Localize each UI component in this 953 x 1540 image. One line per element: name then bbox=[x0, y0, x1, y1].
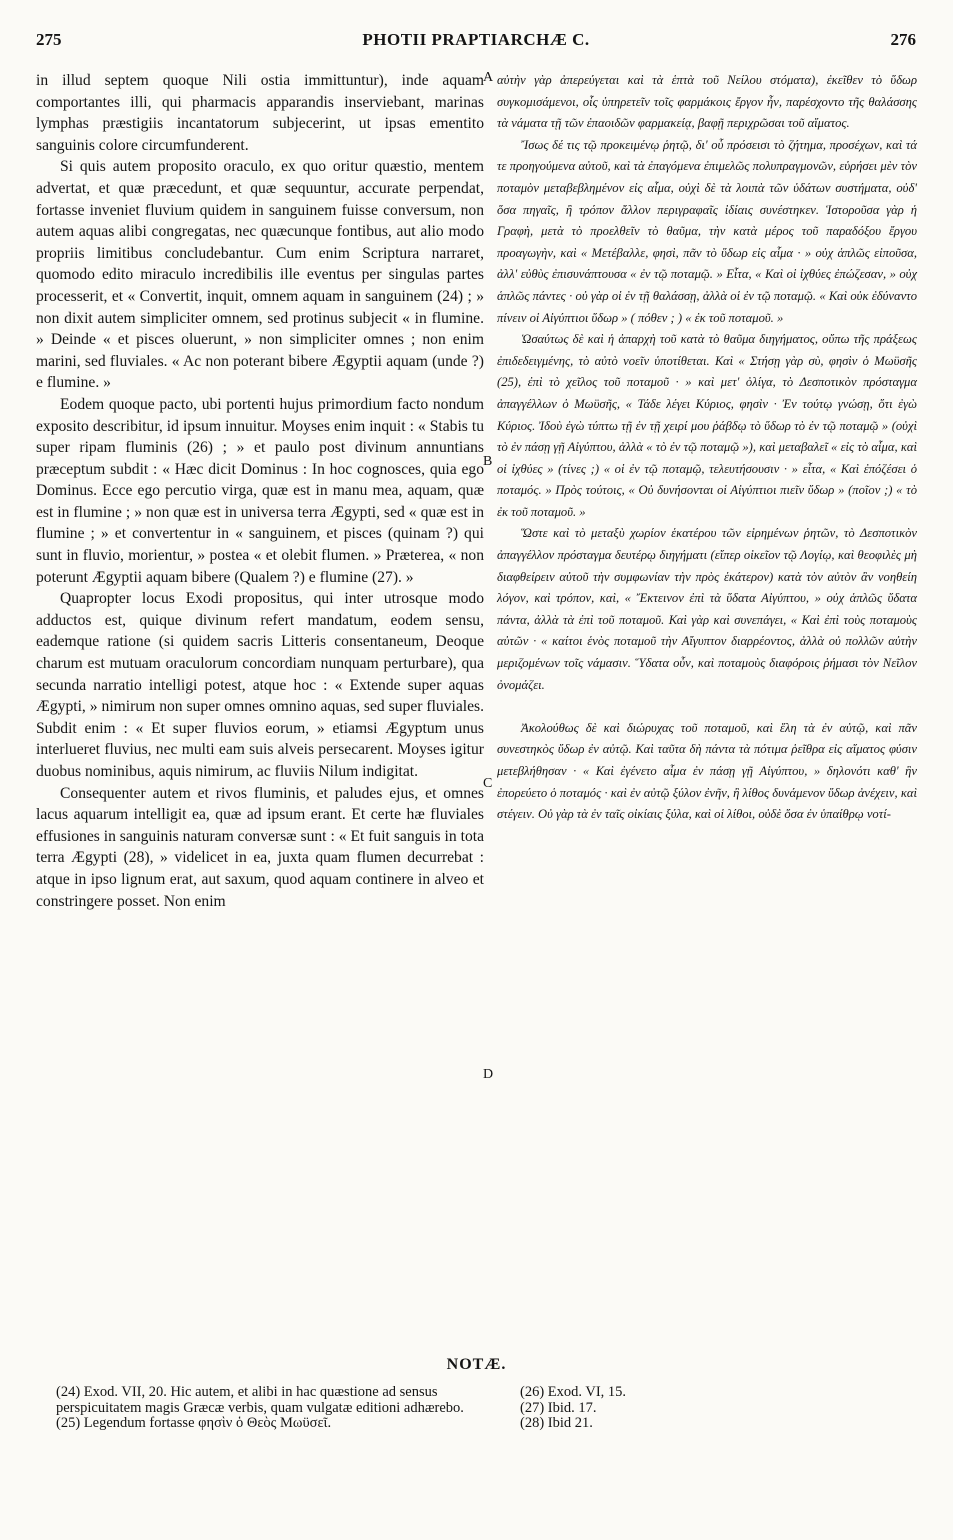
latin-paragraph: in illud septem quoque Nili ostia immittuntur), inde aquam comportantes illi, qui pharmacis apparandis inserviebant, marinas lymphas præstigiis incantatorum subjecerint, ut ipsas ementito sanguinis colore circumfunderent. bbox=[36, 72, 484, 154]
footnote: (24) Exod. VII, 20. Hic autem, et alibi in hac quæstione ad sensus perspicuitatem magis Græcæ verbis, quam vulgatæ editioni adhærebo. bbox=[56, 1384, 464, 1416]
footnote: (28) Ibid 21. bbox=[520, 1415, 593, 1431]
footnote: (25) Legendum fortasse φησὶν ὁ Θεὸς Μωϋσεῖ. bbox=[56, 1415, 332, 1431]
latin-column bbox=[36, 70, 484, 912]
section-marker-c: C bbox=[483, 776, 493, 791]
latin-paragraph: Consequenter autem et rivos fluminis, et paludes ejus, et omnes lacus aquarum intelligit ea, quæ ad ipsum erant. Et certe hæ fluviales effusiones in sanguinis naturam conversæ sunt : « Et fuit sanguis in tota terra Ægypti (28), » videlicet in ea, juxta quam flumen decurrebat : atque in ipso lignum erat, aut saxum, quod aquam continere in alveo et constringere posset. Non enim bbox=[36, 784, 484, 910]
latin-paragraph: Eodem quoque pacto, ubi portenti hujus primordium facto nondum exposito describitur, id ipsum innuitur. Moyses enim inquit : « Stabis tu super ripam fluminis (26) ; » et paulo post divinum annuntians præceptum subdit : « Hæc dicit Dominus : In hoc cognosces, quia ego Dominus. Ecce ego percutio virga, quæ est in manu mea, aquam, quæ est in flumine ; » non quæ est in universa terra Ægypti, sed « quæ est in flumine ; » et convertentur in « sanguinem, et pisces (quinam ?) qui sunt in fluvio, morientur, » postea « et olebit flumen. » Præterea, « non poterunt Ægyptii aquam bibere (Qualem ?) e flumine (27). » bbox=[36, 395, 484, 586]
greek-column bbox=[497, 70, 917, 826]
greek-paragraph: Ὥστε καὶ τὸ μεταξὺ χωρίον ἑκατέρου τῶν εἰρημένων ῥητῶν, τὸ Δεσποτικὸν ἀπαγγέλλον πρόσταγμα δευτέρῳ διηγήματι (εἴπερ οἰκεῖον τῷ Λογίῳ, καὶ θεοφιλὲς μὴ διαφθείρειν αὐτοῦ τὴν συμφωνίαν τὴν πρὸς ἑκάτερον) κατὰ τὸν αὐτὸν ἂν νοηθείη λόγον, καὶ τρόπον, καὶ, « Ἔκτεινον ἐπὶ τὰ ὕδατα Αἰγύπτου, » οὐχ ἁπλῶς ὕδατα πάντα, ἀλλὰ τὰ ἐπὶ τοῦ ποταμοῦ. Καὶ γὰρ καὶ συνεπάγει, « Καὶ ἐπὶ τοὺς ποταμοὺς αὐτῶν · « καίτοι ἑνὸς ποταμοῦ τὴν Αἴγυπτον διαρρέοντος, ἀλλὰ οὐ πολλῶν αὐτὴν μεριζομένων τοῖς νάμασιν. Ὕδατα οὖν, καὶ ποταμοὺς διαφόροις ῥήμασι τὸν Νεῖλον ὀνομάζει. bbox=[497, 526, 917, 692]
greek-paragraph: Ὡσαύτως δὲ καὶ ἡ ἀπαρχὴ τοῦ κατὰ τὸ θαῦμα διηγήματος, οὔπω τῆς πράξεως ἐπιδεδειγμένης, τὸ αὐτὸ νοεῖν ὑποτίθεται. Καὶ « Στήσῃ γὰρ σὺ, φησὶν ὁ Μωϋσῆς (25), ἐπὶ τὸ χεῖλος τοῦ ποταμοῦ · » καὶ μετ' ὀλίγα, τὸ Δεσποτικὸν πρόσταγμα ἀπαγγέλλων ὁ Μωϋσῆς, « Τάδε λέγει Κύριος, φησὶν · Ἐν τούτῳ γνώσῃ, ὅτι ἐγὼ Κύριος. Ἰδοὺ ἐγὼ τύπτω τῇ ἐν τῇ χειρί μου ῥάβδῳ τὸ ὕδωρ τὸ ἐν τῷ ποταμῷ » (οὐχὶ τὸ ἐν πάσῃ γῇ Αἰγύπτου, ἀλλὰ « τὸ ἐν τῷ ποταμῷ »), καὶ μεταβαλεῖ « εἰς τὸ αἷμα, καὶ οἱ ἰχθύες » (τίνες ;) « οἱ ἐν τῷ ποταμῷ, τελευτήσουσιν · » εἶτα, « Καὶ ἐπόζέσει ὁ ποταμός. » Πρὸς τούτοις, « Οὐ δυνήσονται οἱ Αἰγύπτιοι πιεῖν ὕδωρ » (ποῖον ;) « τὸ ἐκ τοῦ ποταμοῦ. » bbox=[497, 332, 917, 519]
greek-paragraph: Ἴσως δέ τις τῷ προκειμένῳ ῥητῷ, δι' οὗ πρόσεισι τὸ ζήτημα, προσέχων, καὶ τά τε προηγούμενα αὐτοῦ, καὶ τὰ ἐπαγόμενα ἐπιμελῶς πολυπραγμονῶν, εὑρήσει μὲν τὸν ποταμὸν μεταβεβλημένον εἰς αἷμα, οὐχὶ δὲ τὰ λοιπὰ τῶν ὑδάτων συστήματα, οὐδ' ὅσα πηγαῖς, ἢ τρόπον ἄλλον περιγραφαῖς ἰδίαις συνέστηκεν. Ἱστοροῦσα γὰρ ἡ Γραφὴ, μετὰ τὸ προελθεῖν τὸ θαῦμα, τὴν κατὰ μέρος τοῦ παραδόξου ἔργου προαγωγὴν, καὶ « Μετέβαλλε, φησὶ, πᾶν τὸ ὕδωρ εἰς αἷμα · » οὐχ ἁπλῶς εἰποῦσα, ἀλλ' εὐθὺς ἐπισυνάπτουσα « ἐν τῷ ποταμῷ. » Εἶτα, « Καὶ οἱ ἰχθύες ἐπώζεσαν, » οὐχ ἁπλῶς πάντες · οὐ γὰρ οἱ ἐν τῇ θαλάσσῃ, ἀλλὰ οἱ ἐν τῷ ποταμῷ. « Καὶ οὐκ ἐδύναντο πίνειν οἱ Αἰγύπτιοι ὕδωρ » ( πόθεν ; ) « ἐκ τοῦ ποταμοῦ. » bbox=[497, 137, 917, 325]
page-number-left: 275 bbox=[36, 30, 62, 49]
section-marker-b: B bbox=[483, 454, 493, 469]
notes-right-column bbox=[520, 1385, 900, 1432]
section-marker-d: D bbox=[483, 1067, 494, 1082]
greek-paragraph: Ἀκολούθως δὲ καὶ διώρυχας τοῦ ποταμοῦ, καὶ ἕλη τὰ ἐν αὐτῷ, καὶ πᾶν συνεστηκὸς ὕδωρ ἐν αὐτῷ. Καὶ ταῦτα δὴ πάντα τὰ πότιμα ῥεῖθρα εἰς αἵματος φύσιν μετεβλήθησαν · « Καὶ ἐγένετο αἷμα ἐν πάσῃ γῇ Αἰγύπτου, » δηλονότι καθ' ἣν ἐπορεύετο ὁ ποταμός · καὶ ἐν αὐτῷ ξύλον ἐνῆν, ἢ λίθος δυνάμενον ὕδωρ ἀνέχειν, καὶ στέγειν. Οὐ γὰρ τὰ ἐν ταῖς οἰκίαις ξύλα, καὶ οἱ λίθοι, οὐδὲ ὅσα ἐν ὑπαίθρῳ νοτί- bbox=[497, 720, 917, 822]
notes-title: NOTÆ. bbox=[446, 1356, 507, 1373]
running-title: PHOTII PRAPTIARCHÆ C. bbox=[362, 30, 590, 49]
section-marker-a: A bbox=[483, 70, 494, 85]
notes-left-column bbox=[56, 1385, 486, 1432]
footnote: (27) Ibid. 17. bbox=[520, 1399, 597, 1416]
latin-paragraph: Si quis autem proposito oraculo, ex quo oritur quæstio, mentem advertat, et quæ præcedunt, et quæ sequuntur, accurate perpendat, fortasse inveniet fluvium quidem in sanguinem fuisse conversum, non autem aquas alibi congregatas, nec quæcunque fontibus, aut alio modo propriis limitibus concludebantur. Cum enim Scriptura narraret, quomodo edito miraculo incredibilis ille eventus per singulas partes processerit, et « Convertit, inquit, omnem aquam in sanguinem (24) ; » non dixit autem simpliciter omnem, sed protinus subjecit « in flumine. » Deinde « et pisces oluerunt, » non simpliciter omnes ; non enim marini, sed fluviales. « Ac non poterant bibere Ægyptii aquam (unde ?) e flumine. » bbox=[36, 158, 484, 392]
running-header bbox=[36, 30, 916, 54]
latin-paragraph: Quapropter locus Exodi propositus, qui inter utrosque modo adductos est, quique divinum refert mandatum, eodem sensu, eademque ratione (si quidem sacris Litteris consentaneum, Deoque charum est mutuam oraculorum concordiam nunquam perturbare), qua secunda narratio intelligi potest, atque hoc : « Extende super aquas Ægypti, » nimirum non super omnes omnino aquas, sed super fluviales. Subdit enim : « Et super fluvios eorum, » etiamsi Ægyptum unus interlueret fluvius, nec multi eam suis alveis persecarent. Moyses igitur duobus nominibus, aquis nimirum, ac fluviis Nilum indigitat. bbox=[36, 590, 484, 780]
greek-paragraph: αὐτὴν γὰρ ἀπερεύγεται καὶ τὰ ἑπτὰ τοῦ Νείλου στόματα), ἐκεῖθεν τὸ ὕδωρ συγκομισάμενοι, οἷς ὑπηρετεῖν τοῖς φαρμάκοις ἔργον ἦν, παρέσχοντο τῆς θαλάσσης τὰ νάματα τῇ τῶν ἐπαοιδῶν φαρμακείᾳ, βαφῇ περιχρῶσαι τοῦ αἵματος. bbox=[497, 73, 917, 131]
footnote: (26) Exod. VI, 15. bbox=[520, 1384, 627, 1400]
page-number-right: 276 bbox=[890, 30, 916, 49]
